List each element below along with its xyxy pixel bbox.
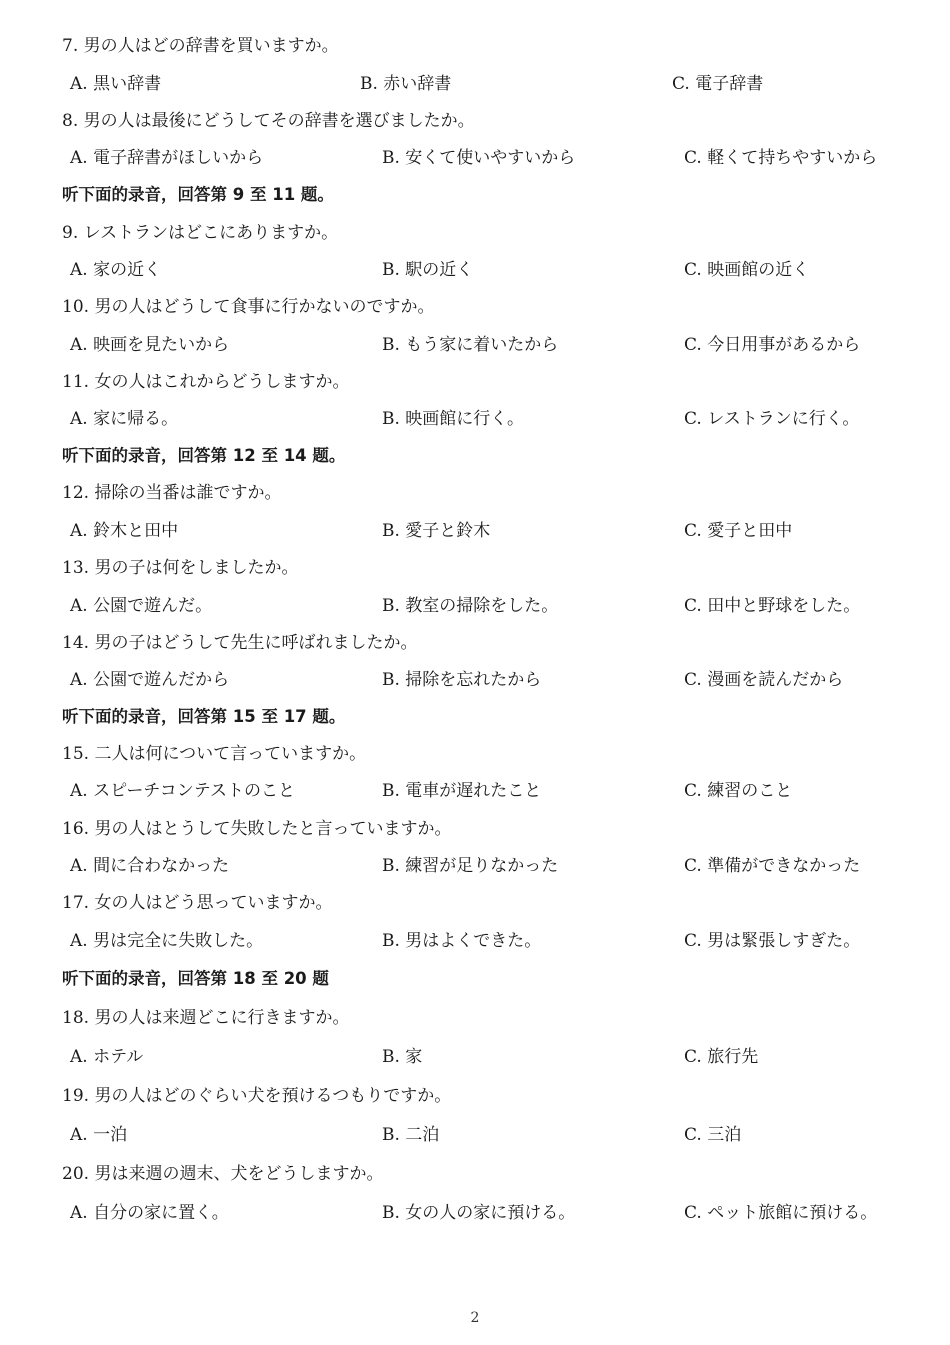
options-row: [0, 1042, 950, 1072]
option-c: C. 男は緊張しすぎた。: [684, 931, 861, 951]
option-c: C. 軽くて持ちやすいから: [684, 148, 878, 168]
question-row: [0, 739, 950, 769]
options-row: [0, 776, 950, 806]
question-text: 10. 男の人はどうして食事に行かないのですか。: [62, 297, 435, 317]
section-heading-row: [0, 180, 950, 210]
option-c: C. 三泊: [684, 1125, 742, 1145]
question-row: [0, 888, 950, 918]
options-row: [0, 926, 950, 956]
option-c: C. 練習のこと: [684, 781, 793, 801]
option-c: C. 田中と野球をした。: [684, 596, 861, 616]
option-a: A. 家の近く: [70, 260, 162, 280]
option-b: B. 掃除を忘れたから: [382, 670, 542, 690]
question-text: 16. 男の人はとうして失敗したと言っていますか。: [62, 819, 452, 839]
page-number: 2: [470, 1310, 480, 1326]
option-c: C. 準備ができなかった: [684, 856, 861, 876]
section-heading: 听下面的录音，回答第 18 至 20 题: [62, 969, 329, 988]
question-row: [0, 814, 950, 844]
section-heading: 听下面的录音，回答第 9 至 11 题。: [62, 185, 334, 204]
question-row: [0, 478, 950, 508]
option-b: B. 女の人の家に預ける。: [382, 1203, 576, 1223]
options-row: [0, 665, 950, 695]
question-text: 18. 男の人は来週どこに行きますか。: [62, 1008, 350, 1028]
question-row: [0, 292, 950, 322]
option-c: C. ペット旅館に預ける。: [684, 1203, 878, 1223]
question-row: [0, 1003, 950, 1033]
options-row: [0, 404, 950, 434]
option-c: C. 今日用事があるから: [684, 335, 861, 355]
question-text: 17. 女の人はどう思っていますか。: [62, 893, 333, 913]
option-a: A. 電子辞書がほしいから: [70, 148, 264, 168]
option-a: A. 公園で遊んだから: [70, 670, 230, 690]
option-a: A. ホテル: [70, 1047, 144, 1067]
question-text: 11. 女の人はこれからどうしますか。: [62, 372, 350, 392]
options-row: [0, 330, 950, 360]
question-row: [0, 31, 950, 61]
section-heading: 听下面的录音，回答第 12 至 14 题。: [62, 446, 346, 465]
options-row: [0, 516, 950, 546]
option-b: B. 安くて使いやすいから: [382, 148, 576, 168]
option-c: C. 漫画を読んだから: [684, 670, 844, 690]
section-heading-row: [0, 441, 950, 471]
question-row: [0, 1081, 950, 1111]
option-b: B. 家: [382, 1047, 423, 1067]
question-row: [0, 628, 950, 658]
option-b: B. 二泊: [382, 1125, 440, 1145]
question-row: [0, 553, 950, 583]
question-row: [0, 1159, 950, 1189]
question-text: 15. 二人は何について言っていますか。: [62, 744, 367, 764]
options-row: [0, 1198, 950, 1228]
question-text: 19. 男の人はどのぐらい犬を預けるつもりですか。: [62, 1086, 452, 1106]
option-b: B. 駅の近く: [382, 260, 474, 280]
options-row: [0, 143, 950, 173]
question-row: [0, 218, 950, 248]
question-text: 12. 掃除の当番は誰ですか。: [62, 483, 282, 503]
option-b: B. 教室の掃除をした。: [382, 596, 559, 616]
option-a: A. 鈴木と田中: [70, 521, 179, 541]
option-c: C. 電子辞書: [672, 74, 764, 94]
option-c: C. 映画館の近く: [684, 260, 810, 280]
option-a: A. 一泊: [70, 1125, 128, 1145]
options-row: [0, 255, 950, 285]
options-row: [0, 591, 950, 621]
option-a: A. スピーチコンテストのこと: [70, 781, 296, 801]
option-b: B. 映画館に行く。: [382, 409, 524, 429]
option-c: C. レストランに行く。: [684, 409, 860, 429]
option-a: A. 公園で遊んだ。: [70, 596, 213, 616]
question-row: [0, 106, 950, 136]
section-heading-row: [0, 964, 950, 994]
option-b: B. 練習が足りなかった: [382, 856, 559, 876]
question-text: 7. 男の人はどの辞書を買いますか。: [62, 36, 339, 56]
option-a: A. 黒い辞書: [70, 74, 162, 94]
option-a: A. 家に帰る。: [70, 409, 179, 429]
options-row: [0, 69, 950, 99]
options-row: [0, 851, 950, 881]
question-text: 13. 男の子は何をしましたか。: [62, 558, 299, 578]
option-b: B. 男はよくできた。: [382, 931, 542, 951]
question-row: [0, 367, 950, 397]
section-heading: 听下面的录音，回答第 15 至 17 题。: [62, 707, 346, 726]
section-heading-row: [0, 702, 950, 732]
option-c: C. 愛子と田中: [684, 521, 793, 541]
option-b: B. 電車が遅れたこと: [382, 781, 542, 801]
question-text: 20. 男は来週の週末、犬をどうしますか。: [62, 1164, 384, 1184]
options-row: [0, 1120, 950, 1150]
question-text: 9. レストランはどこにありますか。: [62, 223, 339, 243]
option-a: A. 男は完全に失敗した。: [70, 931, 264, 951]
question-text: 14. 男の子はどうして先生に呼ばれましたか。: [62, 633, 418, 653]
option-b: B. もう家に着いたから: [382, 335, 559, 355]
question-text: 8. 男の人は最後にどうしてその辞書を選びましたか。: [62, 111, 475, 131]
option-a: A. 映画を見たいから: [70, 335, 230, 355]
option-b: B. 赤い辞書: [360, 74, 452, 94]
option-c: C. 旅行先: [684, 1047, 759, 1067]
option-b: B. 愛子と鈴木: [382, 521, 491, 541]
option-a: A. 間に合わなかった: [70, 856, 230, 876]
option-a: A. 自分の家に置く。: [70, 1203, 229, 1223]
